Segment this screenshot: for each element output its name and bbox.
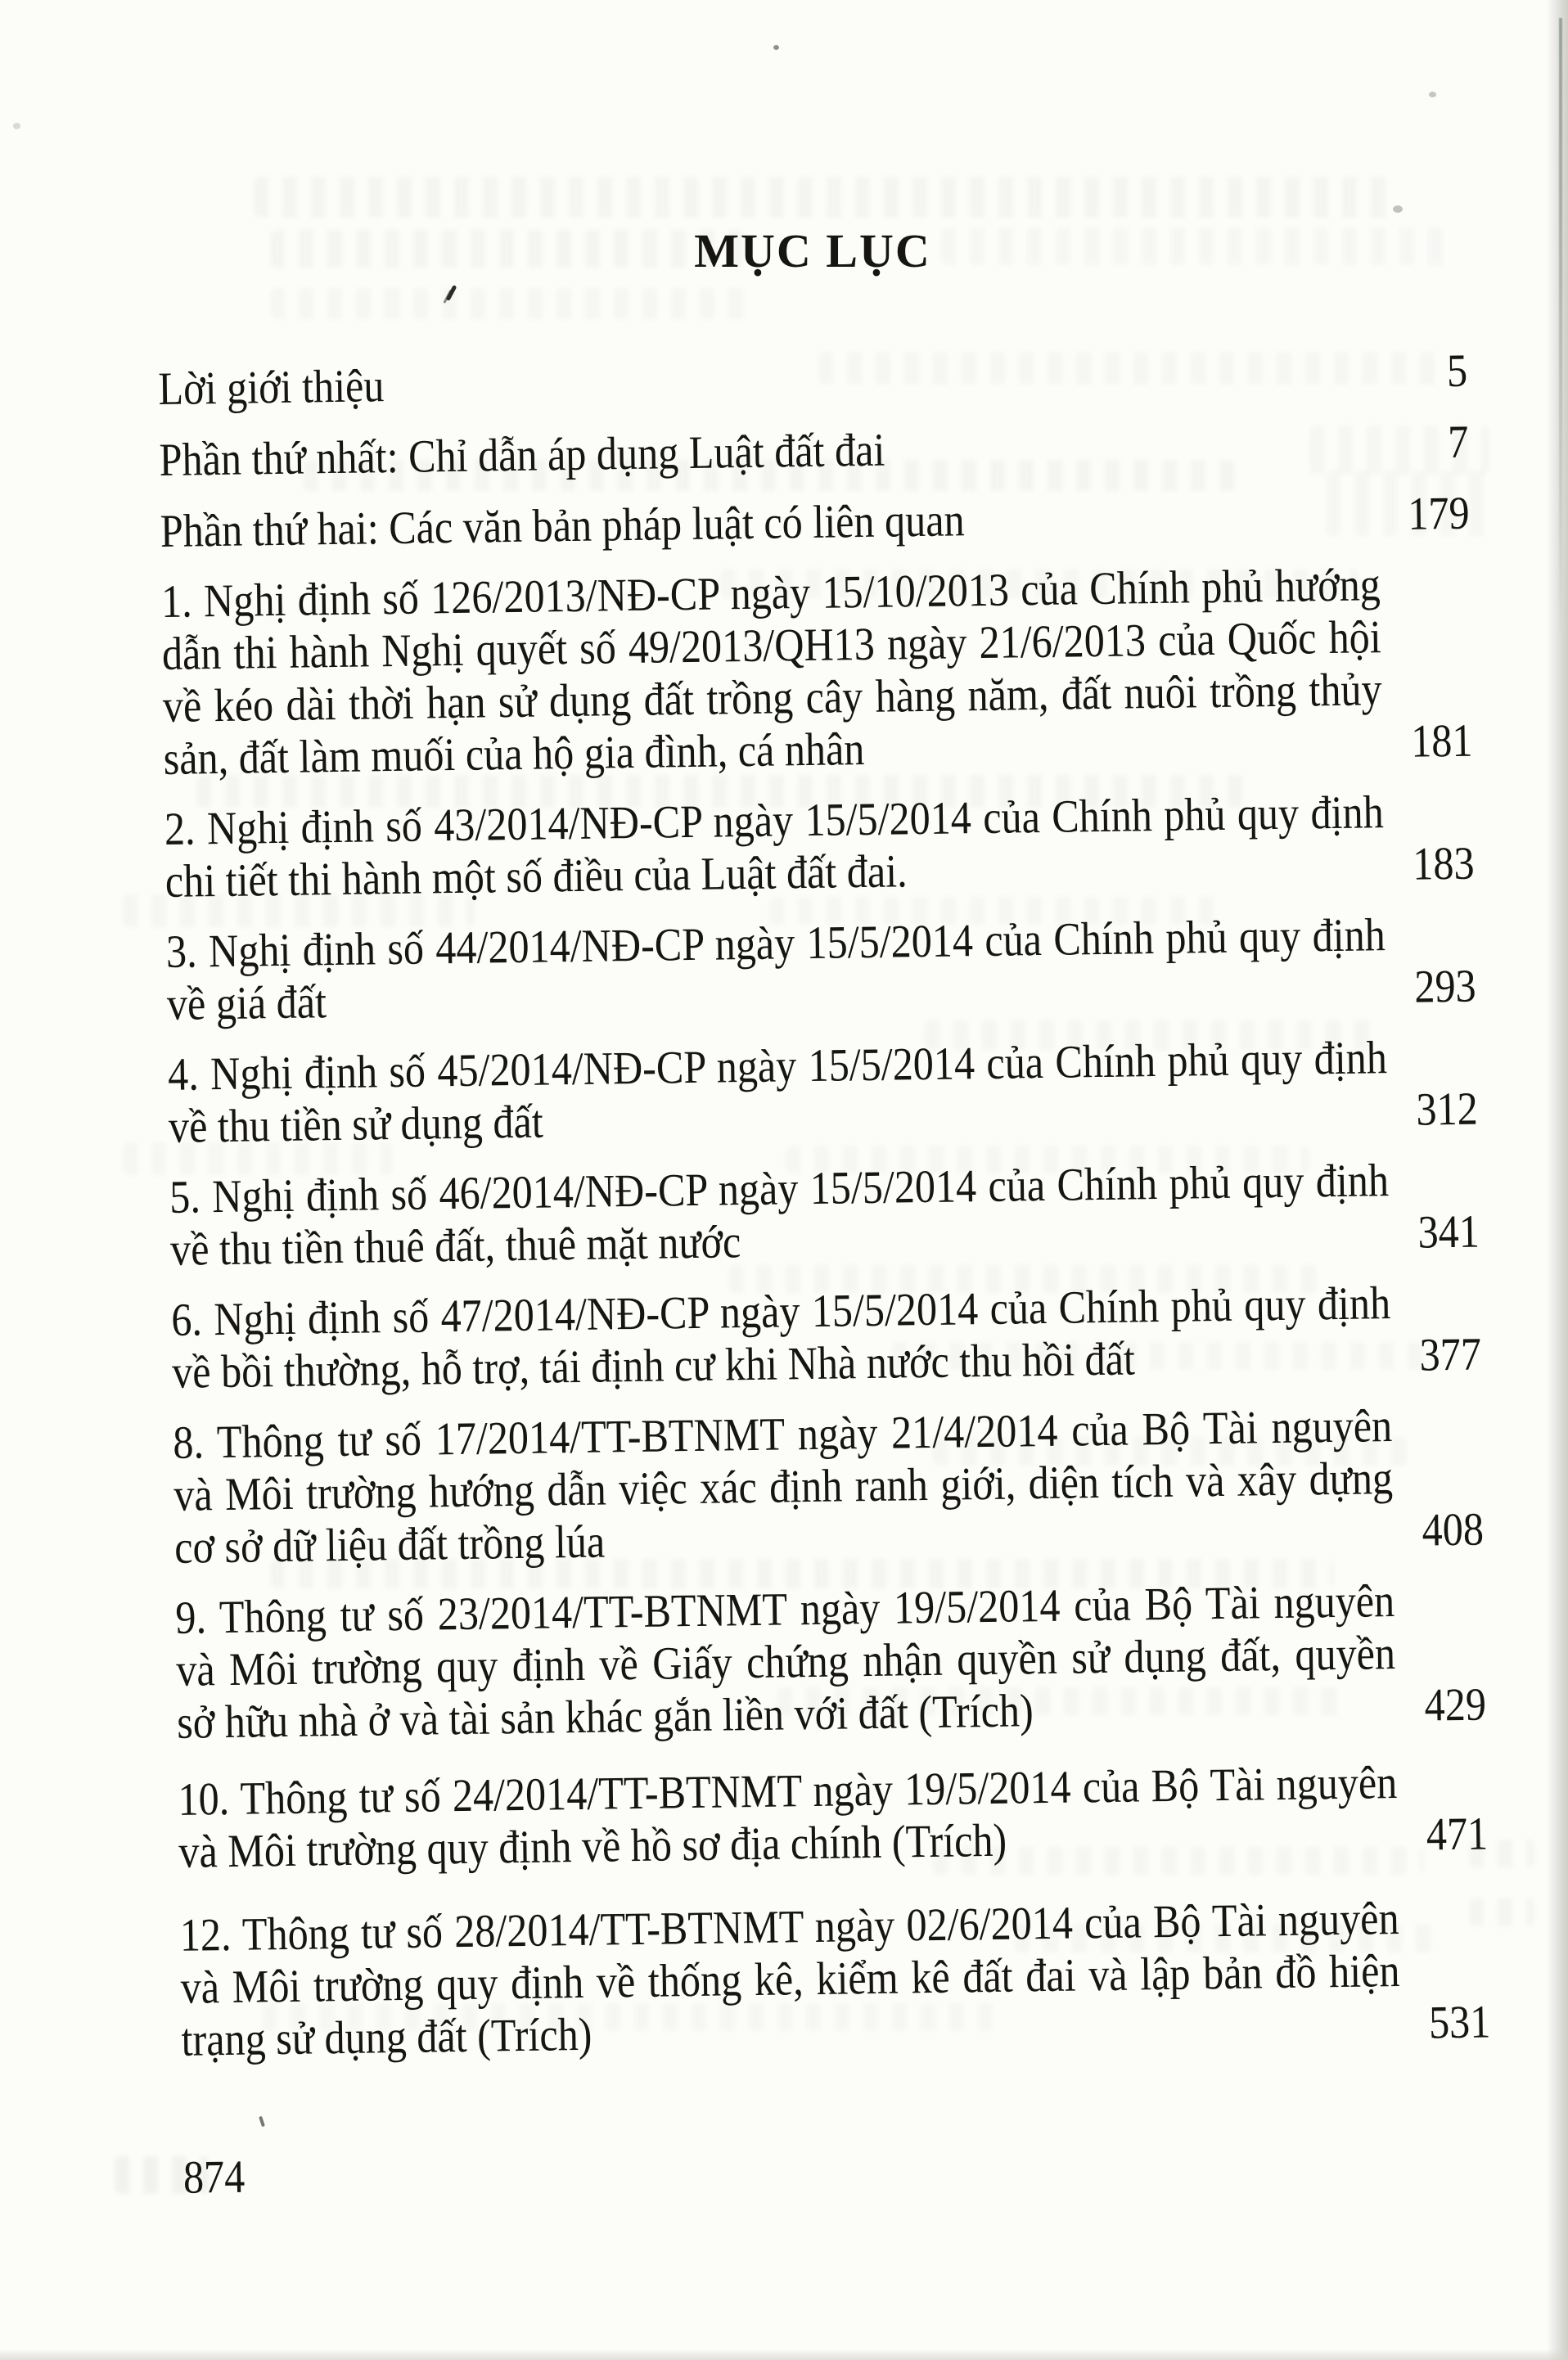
toc-line: về kéo dài thời hạn sử dụng đất trồng cây hàng năm, đất nuôi trồng thủy (162, 664, 1382, 732)
entry-page-number: 7 (1447, 416, 1469, 468)
ink-speck (1429, 92, 1436, 97)
toc-item (169, 1151, 1568, 1277)
toc-item (166, 906, 1568, 1031)
page-title: MỤC LỤC (694, 224, 931, 277)
toc-entry (160, 488, 1470, 558)
toc-entry (159, 417, 1469, 487)
entry-label: về thu tiền sử dụng đất (168, 1096, 544, 1153)
entry-page-number: 377 (1419, 1328, 1482, 1381)
entry-page-number: 531 (1428, 1996, 1491, 2049)
toc-line: 12. Thông tư số 28/2014/TT-BTNMT ngày 02/6/2014 của Bộ Tài nguyên (179, 1893, 1399, 1961)
entry-label: và Môi trường quy định về hồ sơ địa chính (Trích) (178, 1814, 1007, 1878)
entry-label: Lời giới thiệu (158, 360, 385, 415)
toc-line: và Môi trường quy định về thống kê, kiểm kê đất đai và lập bản đồ hiện (180, 1945, 1400, 2014)
toc-item (179, 1889, 1568, 2066)
toc-line: 4. Nghị định số 45/2014/NĐ-CP ngày 15/5/2014 của Chính phủ quy định (167, 1032, 1388, 1101)
entry-label: về giá đất (166, 976, 327, 1030)
toc-line: 10. Thông tư số 24/2014/TT-BTNMT ngày 19/5/2014 của Bộ Tài nguyên (178, 1757, 1398, 1826)
entry-page-number: 179 (1407, 487, 1470, 540)
toc-line: và Môi trường hướng dẫn việc xác định ranh giới, diện tích và xây dựng (173, 1452, 1394, 1521)
toc-item (171, 1274, 1568, 1399)
folio-page-number: 874 (182, 2151, 246, 2204)
toc-line: 1. Nghị định số 126/2013/NĐ-CP ngày 15/10/2013 của Chính phủ hướng (160, 559, 1381, 628)
entry-page-number: 429 (1424, 1678, 1487, 1732)
toc-list (158, 343, 1568, 2205)
entry-label: cơ sở dữ liệu đất trồng lúa (173, 1516, 606, 1574)
toc-line: 3. Nghị định số 44/2014/NĐ-CP ngày 15/5/2014 của Chính phủ quy định (165, 909, 1386, 978)
entry-page-number: 181 (1410, 714, 1473, 768)
toc-item (178, 1753, 1568, 1878)
toc-line: 8. Thông tư số 17/2014/TT-BTNMT ngày 21/4/2014 của Bộ Tài nguyên (172, 1400, 1393, 1469)
entry-label: trạng sử dụng đất (Trích) (181, 2008, 593, 2066)
toc-line: 6. Nghị định số 47/2014/NĐ-CP ngày 15/5/2014 của Chính phủ quy định (170, 1277, 1391, 1346)
entry-label: về bồi thường, hỗ trợ, tái định cư khi Nhà nước thu hồi đất (171, 1333, 1136, 1398)
entry-page-number: 5 (1446, 345, 1468, 398)
entry-page-number: 471 (1426, 1808, 1489, 1861)
toc-line: 5. Nghị định số 46/2014/NĐ-CP ngày 15/5/2014 của Chính phủ quy định (169, 1155, 1390, 1223)
page-bottom-shadow (0, 2349, 1568, 2360)
toc-item (161, 556, 1568, 786)
toc-line: dẫn thi hành Nghị quyết số 49/2013/QH13 ngày 21/6/2013 của Quốc hội (161, 611, 1382, 680)
entry-page-number: 293 (1413, 960, 1477, 1013)
toc-item (164, 783, 1568, 908)
toc-line: và Môi trường quy định về Giấy chứng nhận quyền sử dụng đất, quyền (175, 1628, 1396, 1696)
toc-entry (158, 345, 1468, 416)
entry-label: chi tiết thi hành một số điều của Luật đất đai. (164, 845, 908, 908)
entry-page-number: 408 (1422, 1503, 1485, 1556)
entry-page-number: 183 (1412, 837, 1475, 890)
entry-page-number: 312 (1416, 1083, 1479, 1136)
toc-item (173, 1396, 1568, 1574)
ink-speck (773, 45, 779, 50)
entry-page-number: 341 (1417, 1205, 1480, 1259)
bleedthrough-artifact (254, 177, 1399, 218)
entry-label: về thu tiền thuê đất, thuê mặt nước (169, 1216, 741, 1276)
bleedthrough-artifact (270, 288, 745, 319)
ink-speck (1393, 205, 1403, 213)
entry-label: Phần thứ hai: Các văn bản pháp luật có liên quan (160, 494, 965, 557)
ink-speck (13, 123, 20, 129)
entry-label: sở hữu nhà ở và tài sản khác gắn liền với đất (Trích) (176, 1685, 1034, 1749)
toc-line: 2. Nghị định số 43/2014/NĐ-CP ngày 15/5/2014 của Chính phủ quy định (164, 786, 1385, 855)
toc-item (168, 1029, 1568, 1154)
entry-label: Phần thứ nhất: Chỉ dẫn áp dụng Luật đất đai (159, 424, 885, 486)
toc-line: 9. Thông tư số 23/2014/TT-BTNMT ngày 19/5/2014 của Bộ Tài nguyên (174, 1575, 1395, 1644)
toc-item (175, 1571, 1568, 1749)
entry-label: sản, đất làm muối của hộ gia đình, cá nhân (163, 723, 865, 785)
